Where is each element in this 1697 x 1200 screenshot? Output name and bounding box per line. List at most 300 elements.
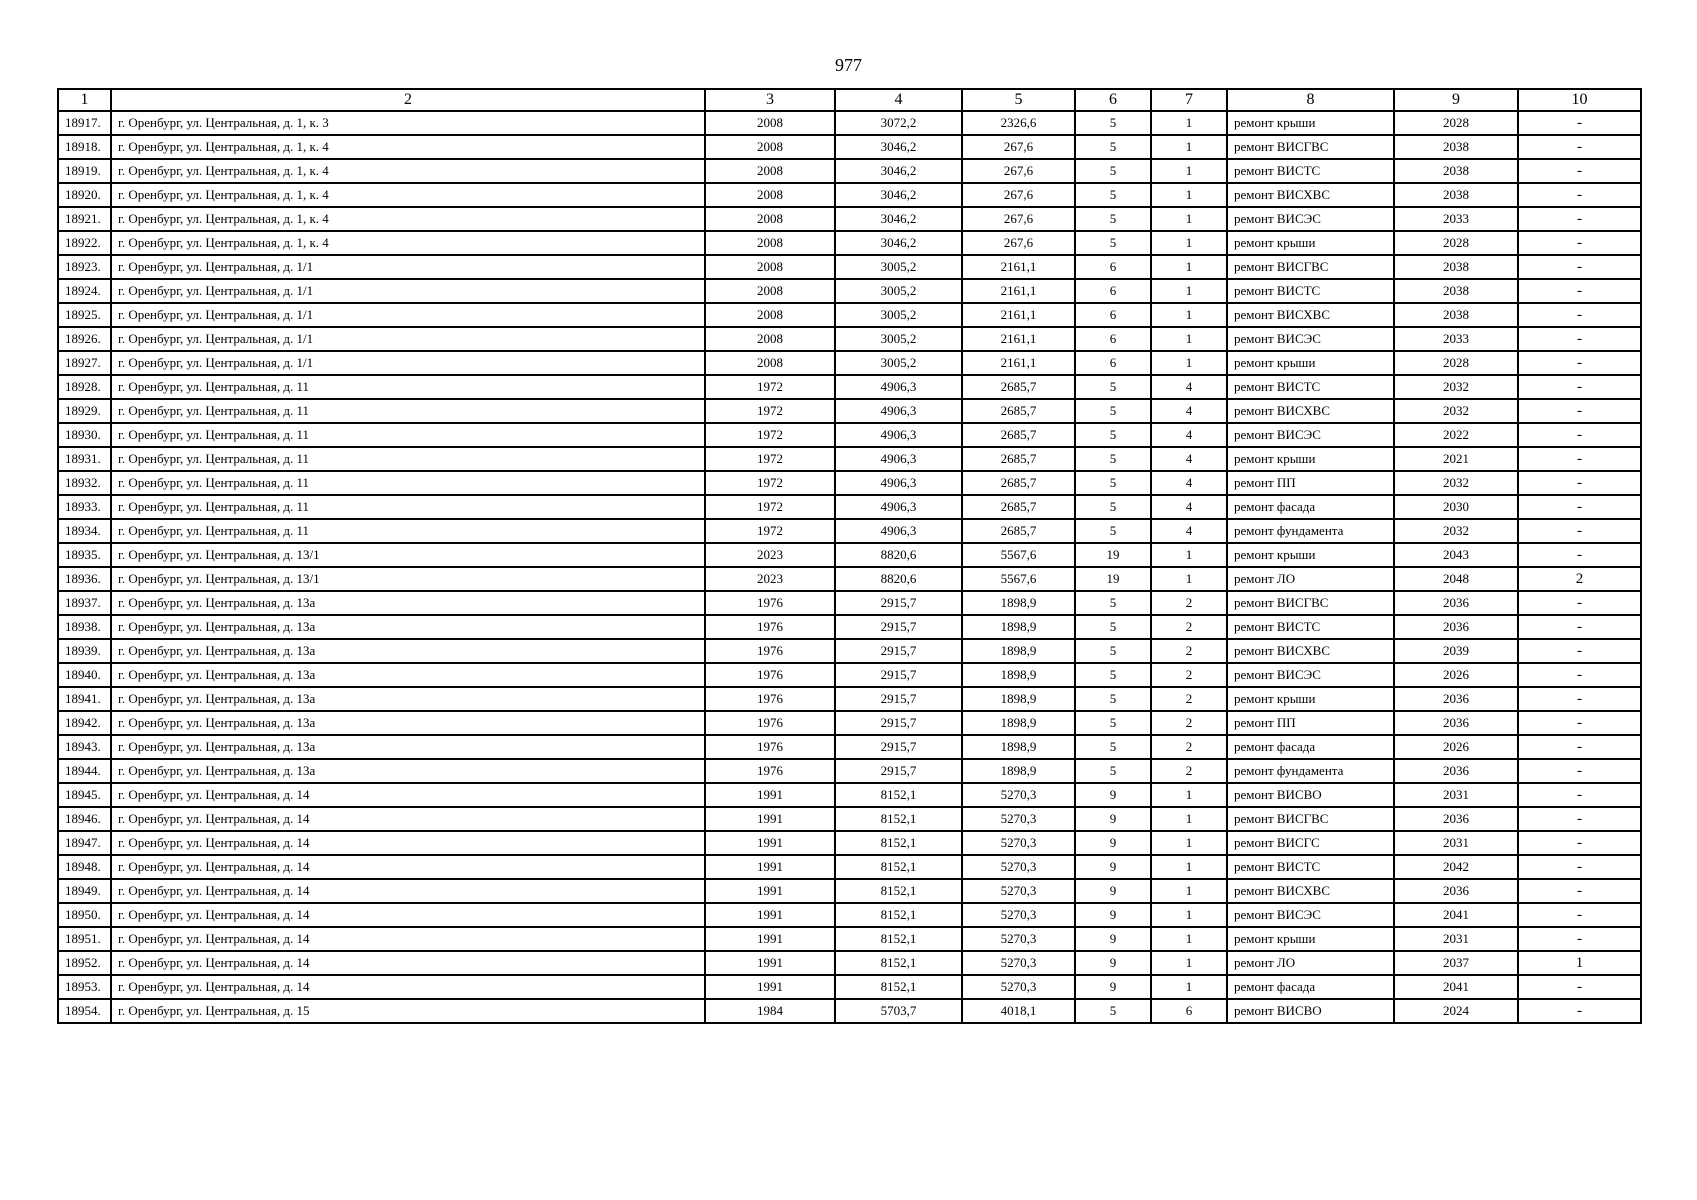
- cell-living-area: 5270,3: [962, 903, 1075, 927]
- cell-row-number: 18936.: [58, 567, 111, 591]
- cell-note: -: [1518, 831, 1641, 855]
- table-row: [58, 423, 1641, 447]
- cell-planned-year: 2039: [1394, 639, 1518, 663]
- cell-floors: 5: [1075, 639, 1151, 663]
- cell-planned-year: 2026: [1394, 663, 1518, 687]
- cell-total-area: 3005,2: [835, 327, 962, 351]
- cell-work-type: ремонт ВИСТС: [1227, 159, 1394, 183]
- cell-address: г. Оренбург, ул. Центральная, д. 11: [111, 423, 705, 447]
- cell-year-built: 2008: [705, 279, 835, 303]
- table-row: [58, 231, 1641, 255]
- cell-entrances: 1: [1151, 159, 1227, 183]
- cell-row-number: 18923.: [58, 255, 111, 279]
- cell-living-area: 5270,3: [962, 807, 1075, 831]
- cell-total-area: 3005,2: [835, 279, 962, 303]
- cell-total-area: 8820,6: [835, 567, 962, 591]
- table-row: [58, 183, 1641, 207]
- table-row: [58, 807, 1641, 831]
- cell-total-area: 5703,7: [835, 999, 962, 1023]
- cell-note: -: [1518, 807, 1641, 831]
- cell-living-area: 2685,7: [962, 471, 1075, 495]
- cell-work-type: ремонт ЛО: [1227, 567, 1394, 591]
- cell-floors: 6: [1075, 303, 1151, 327]
- cell-note: -: [1518, 927, 1641, 951]
- cell-planned-year: 2036: [1394, 711, 1518, 735]
- cell-floors: 5: [1075, 447, 1151, 471]
- cell-row-number: 18920.: [58, 183, 111, 207]
- cell-note: -: [1518, 159, 1641, 183]
- cell-total-area: 4906,3: [835, 447, 962, 471]
- cell-floors: 9: [1075, 975, 1151, 999]
- cell-living-area: 1898,9: [962, 639, 1075, 663]
- cell-work-type: ремонт ВИСГВС: [1227, 255, 1394, 279]
- cell-year-built: 1991: [705, 783, 835, 807]
- cell-address: г. Оренбург, ул. Центральная, д. 13а: [111, 615, 705, 639]
- table-header: [58, 89, 1641, 111]
- cell-address: г. Оренбург, ул. Центральная, д. 1, к. 4: [111, 207, 705, 231]
- cell-planned-year: 2024: [1394, 999, 1518, 1023]
- cell-planned-year: 2032: [1394, 519, 1518, 543]
- register-table: [57, 88, 1642, 1024]
- cell-living-area: 5567,6: [962, 567, 1075, 591]
- cell-living-area: 2326,6: [962, 111, 1075, 135]
- column-header-7: 7: [1151, 89, 1227, 111]
- cell-address: г. Оренбург, ул. Центральная, д. 1, к. 4: [111, 159, 705, 183]
- cell-floors: 5: [1075, 183, 1151, 207]
- cell-entrances: 1: [1151, 783, 1227, 807]
- table-row: [58, 999, 1641, 1023]
- cell-year-built: 2008: [705, 231, 835, 255]
- cell-planned-year: 2043: [1394, 543, 1518, 567]
- cell-living-area: 5270,3: [962, 951, 1075, 975]
- cell-floors: 6: [1075, 279, 1151, 303]
- cell-floors: 5: [1075, 423, 1151, 447]
- cell-address: г. Оренбург, ул. Центральная, д. 13а: [111, 735, 705, 759]
- cell-work-type: ремонт крыши: [1227, 351, 1394, 375]
- column-header-2: 2: [111, 89, 705, 111]
- cell-entrances: 1: [1151, 303, 1227, 327]
- cell-planned-year: 2037: [1394, 951, 1518, 975]
- cell-entrances: 2: [1151, 711, 1227, 735]
- table-row: [58, 855, 1641, 879]
- cell-planned-year: 2036: [1394, 687, 1518, 711]
- cell-note: -: [1518, 783, 1641, 807]
- cell-year-built: 1976: [705, 663, 835, 687]
- cell-year-built: 1976: [705, 615, 835, 639]
- cell-work-type: ремонт ВИСГВС: [1227, 807, 1394, 831]
- cell-work-type: ремонт ВИСТС: [1227, 375, 1394, 399]
- cell-row-number: 18934.: [58, 519, 111, 543]
- table-row: [58, 447, 1641, 471]
- cell-row-number: 18935.: [58, 543, 111, 567]
- cell-year-built: 1972: [705, 375, 835, 399]
- cell-total-area: 3046,2: [835, 207, 962, 231]
- cell-floors: 9: [1075, 951, 1151, 975]
- cell-row-number: 18931.: [58, 447, 111, 471]
- cell-living-area: 2685,7: [962, 423, 1075, 447]
- cell-floors: 5: [1075, 375, 1151, 399]
- table-row: [58, 207, 1641, 231]
- cell-planned-year: 2048: [1394, 567, 1518, 591]
- cell-note: -: [1518, 543, 1641, 567]
- cell-note: -: [1518, 903, 1641, 927]
- cell-row-number: 18943.: [58, 735, 111, 759]
- cell-address: г. Оренбург, ул. Центральная, д. 1, к. 4: [111, 135, 705, 159]
- cell-year-built: 1976: [705, 711, 835, 735]
- table-row: [58, 903, 1641, 927]
- cell-row-number: 18950.: [58, 903, 111, 927]
- cell-row-number: 18927.: [58, 351, 111, 375]
- cell-entrances: 2: [1151, 687, 1227, 711]
- cell-living-area: 2161,1: [962, 327, 1075, 351]
- table-body: [58, 111, 1641, 1023]
- cell-work-type: ремонт ВИСВО: [1227, 999, 1394, 1023]
- cell-year-built: 2008: [705, 327, 835, 351]
- table-row: [58, 519, 1641, 543]
- cell-floors: 9: [1075, 783, 1151, 807]
- cell-entrances: 1: [1151, 327, 1227, 351]
- table-row: [58, 879, 1641, 903]
- cell-year-built: 1991: [705, 903, 835, 927]
- table-row: [58, 471, 1641, 495]
- cell-entrances: 4: [1151, 519, 1227, 543]
- table-row: [58, 975, 1641, 999]
- cell-row-number: 18929.: [58, 399, 111, 423]
- table-row: [58, 735, 1641, 759]
- cell-note: -: [1518, 207, 1641, 231]
- cell-total-area: 4906,3: [835, 399, 962, 423]
- cell-floors: 6: [1075, 351, 1151, 375]
- column-header-8: 8: [1227, 89, 1394, 111]
- cell-note: 2: [1518, 567, 1641, 591]
- cell-floors: 5: [1075, 231, 1151, 255]
- cell-address: г. Оренбург, ул. Центральная, д. 1, к. 4: [111, 231, 705, 255]
- table-row: [58, 783, 1641, 807]
- cell-note: -: [1518, 135, 1641, 159]
- cell-entrances: 1: [1151, 879, 1227, 903]
- cell-note: -: [1518, 183, 1641, 207]
- cell-living-area: 267,6: [962, 183, 1075, 207]
- cell-row-number: 18928.: [58, 375, 111, 399]
- cell-work-type: ремонт фасада: [1227, 495, 1394, 519]
- cell-row-number: 18930.: [58, 423, 111, 447]
- cell-total-area: 8152,1: [835, 975, 962, 999]
- cell-year-built: 1991: [705, 951, 835, 975]
- cell-work-type: ремонт крыши: [1227, 543, 1394, 567]
- cell-row-number: 18949.: [58, 879, 111, 903]
- cell-planned-year: 2033: [1394, 327, 1518, 351]
- cell-entrances: 2: [1151, 639, 1227, 663]
- cell-work-type: ремонт ВИСГВС: [1227, 135, 1394, 159]
- cell-work-type: ремонт ВИСХВС: [1227, 303, 1394, 327]
- cell-living-area: 1898,9: [962, 615, 1075, 639]
- cell-year-built: 1991: [705, 807, 835, 831]
- cell-year-built: 2023: [705, 543, 835, 567]
- cell-address: г. Оренбург, ул. Центральная, д. 1, к. 3: [111, 111, 705, 135]
- cell-row-number: 18925.: [58, 303, 111, 327]
- cell-floors: 5: [1075, 519, 1151, 543]
- cell-row-number: 18944.: [58, 759, 111, 783]
- cell-note: -: [1518, 111, 1641, 135]
- table-row: [58, 303, 1641, 327]
- cell-living-area: 2161,1: [962, 255, 1075, 279]
- cell-row-number: 18952.: [58, 951, 111, 975]
- cell-floors: 5: [1075, 399, 1151, 423]
- cell-year-built: 1972: [705, 399, 835, 423]
- cell-row-number: 18918.: [58, 135, 111, 159]
- column-header-5: 5: [962, 89, 1075, 111]
- cell-work-type: ремонт ВИСГС: [1227, 831, 1394, 855]
- cell-note: -: [1518, 735, 1641, 759]
- cell-work-type: ремонт ВИСВО: [1227, 783, 1394, 807]
- table-row: [58, 327, 1641, 351]
- cell-address: г. Оренбург, ул. Центральная, д. 11: [111, 471, 705, 495]
- cell-floors: 5: [1075, 207, 1151, 231]
- cell-planned-year: 2028: [1394, 231, 1518, 255]
- table-row: [58, 255, 1641, 279]
- cell-planned-year: 2031: [1394, 831, 1518, 855]
- cell-work-type: ремонт ПП: [1227, 711, 1394, 735]
- cell-living-area: 267,6: [962, 207, 1075, 231]
- cell-entrances: 4: [1151, 495, 1227, 519]
- cell-address: г. Оренбург, ул. Центральная, д. 1/1: [111, 327, 705, 351]
- cell-entrances: 2: [1151, 615, 1227, 639]
- cell-year-built: 1991: [705, 855, 835, 879]
- table-row: [58, 591, 1641, 615]
- table-row: [58, 687, 1641, 711]
- cell-floors: 5: [1075, 687, 1151, 711]
- cell-year-built: 1976: [705, 687, 835, 711]
- cell-floors: 19: [1075, 567, 1151, 591]
- cell-living-area: 267,6: [962, 231, 1075, 255]
- cell-entrances: 2: [1151, 735, 1227, 759]
- cell-work-type: ремонт крыши: [1227, 687, 1394, 711]
- cell-entrances: 1: [1151, 135, 1227, 159]
- cell-year-built: 1972: [705, 495, 835, 519]
- cell-address: г. Оренбург, ул. Центральная, д. 13а: [111, 591, 705, 615]
- table-row: [58, 951, 1641, 975]
- header-row: [58, 89, 1641, 111]
- cell-living-area: 2685,7: [962, 447, 1075, 471]
- cell-living-area: 2685,7: [962, 495, 1075, 519]
- cell-row-number: 18940.: [58, 663, 111, 687]
- cell-row-number: 18951.: [58, 927, 111, 951]
- cell-planned-year: 2036: [1394, 615, 1518, 639]
- cell-total-area: 8152,1: [835, 951, 962, 975]
- cell-living-area: 1898,9: [962, 759, 1075, 783]
- table-row: [58, 615, 1641, 639]
- cell-row-number: 18942.: [58, 711, 111, 735]
- cell-year-built: 2008: [705, 351, 835, 375]
- cell-total-area: 8820,6: [835, 543, 962, 567]
- cell-entrances: 4: [1151, 375, 1227, 399]
- cell-row-number: 18939.: [58, 639, 111, 663]
- cell-floors: 5: [1075, 159, 1151, 183]
- cell-year-built: 1972: [705, 519, 835, 543]
- cell-floors: 9: [1075, 855, 1151, 879]
- cell-living-area: 1898,9: [962, 711, 1075, 735]
- cell-year-built: 1991: [705, 879, 835, 903]
- cell-address: г. Оренбург, ул. Центральная, д. 1/1: [111, 303, 705, 327]
- cell-floors: 6: [1075, 255, 1151, 279]
- cell-work-type: ремонт ВИСТС: [1227, 279, 1394, 303]
- cell-note: -: [1518, 327, 1641, 351]
- cell-note: -: [1518, 303, 1641, 327]
- cell-floors: 5: [1075, 615, 1151, 639]
- cell-address: г. Оренбург, ул. Центральная, д. 11: [111, 375, 705, 399]
- table-row: [58, 399, 1641, 423]
- cell-planned-year: 2032: [1394, 399, 1518, 423]
- cell-total-area: 8152,1: [835, 903, 962, 927]
- cell-living-area: 5567,6: [962, 543, 1075, 567]
- cell-floors: 5: [1075, 471, 1151, 495]
- table-row: [58, 111, 1641, 135]
- cell-row-number: 18926.: [58, 327, 111, 351]
- cell-living-area: 5270,3: [962, 927, 1075, 951]
- cell-living-area: 5270,3: [962, 783, 1075, 807]
- cell-total-area: 8152,1: [835, 879, 962, 903]
- column-header-10: 10: [1518, 89, 1641, 111]
- cell-address: г. Оренбург, ул. Центральная, д. 15: [111, 999, 705, 1023]
- cell-work-type: ремонт фасада: [1227, 975, 1394, 999]
- cell-row-number: 18932.: [58, 471, 111, 495]
- cell-planned-year: 2036: [1394, 591, 1518, 615]
- cell-row-number: 18917.: [58, 111, 111, 135]
- cell-planned-year: 2022: [1394, 423, 1518, 447]
- cell-year-built: 1984: [705, 999, 835, 1023]
- cell-work-type: ремонт ПП: [1227, 471, 1394, 495]
- table-row: [58, 495, 1641, 519]
- cell-work-type: ремонт крыши: [1227, 927, 1394, 951]
- cell-total-area: 2915,7: [835, 687, 962, 711]
- cell-entrances: 2: [1151, 759, 1227, 783]
- cell-living-area: 2161,1: [962, 351, 1075, 375]
- cell-year-built: 2008: [705, 183, 835, 207]
- cell-planned-year: 2041: [1394, 975, 1518, 999]
- cell-address: г. Оренбург, ул. Центральная, д. 13/1: [111, 567, 705, 591]
- cell-floors: 9: [1075, 927, 1151, 951]
- cell-address: г. Оренбург, ул. Центральная, д. 14: [111, 855, 705, 879]
- cell-entrances: 1: [1151, 231, 1227, 255]
- cell-year-built: 2008: [705, 207, 835, 231]
- cell-total-area: 8152,1: [835, 855, 962, 879]
- cell-entrances: 1: [1151, 807, 1227, 831]
- cell-note: -: [1518, 375, 1641, 399]
- cell-planned-year: 2028: [1394, 351, 1518, 375]
- cell-year-built: 1991: [705, 927, 835, 951]
- table-row: [58, 639, 1641, 663]
- cell-planned-year: 2031: [1394, 927, 1518, 951]
- cell-living-area: 1898,9: [962, 591, 1075, 615]
- cell-planned-year: 2038: [1394, 303, 1518, 327]
- table-row: [58, 663, 1641, 687]
- cell-work-type: ремонт ВИСХВС: [1227, 399, 1394, 423]
- cell-work-type: ремонт ВИСЭС: [1227, 423, 1394, 447]
- cell-note: -: [1518, 999, 1641, 1023]
- page-number: 977: [835, 55, 862, 75]
- cell-floors: 9: [1075, 903, 1151, 927]
- cell-note: -: [1518, 471, 1641, 495]
- cell-floors: 5: [1075, 711, 1151, 735]
- cell-entrances: 1: [1151, 975, 1227, 999]
- cell-entrances: 1: [1151, 111, 1227, 135]
- cell-row-number: 18941.: [58, 687, 111, 711]
- cell-address: г. Оренбург, ул. Центральная, д. 13/1: [111, 543, 705, 567]
- cell-work-type: ремонт ВИСГВС: [1227, 591, 1394, 615]
- table-row: [58, 927, 1641, 951]
- cell-address: г. Оренбург, ул. Центральная, д. 13а: [111, 687, 705, 711]
- cell-year-built: 1991: [705, 831, 835, 855]
- cell-address: г. Оренбург, ул. Центральная, д. 1/1: [111, 255, 705, 279]
- cell-living-area: 1898,9: [962, 663, 1075, 687]
- cell-entrances: 4: [1151, 447, 1227, 471]
- cell-year-built: 1972: [705, 423, 835, 447]
- cell-row-number: 18948.: [58, 855, 111, 879]
- cell-address: г. Оренбург, ул. Центральная, д. 14: [111, 975, 705, 999]
- cell-floors: 5: [1075, 591, 1151, 615]
- column-header-3: 3: [705, 89, 835, 111]
- cell-address: г. Оренбург, ул. Центральная, д. 14: [111, 807, 705, 831]
- cell-row-number: 18938.: [58, 615, 111, 639]
- cell-floors: 5: [1075, 735, 1151, 759]
- cell-total-area: 2915,7: [835, 615, 962, 639]
- cell-total-area: 3046,2: [835, 135, 962, 159]
- cell-entrances: 1: [1151, 207, 1227, 231]
- cell-living-area: 5270,3: [962, 975, 1075, 999]
- cell-planned-year: 2036: [1394, 807, 1518, 831]
- cell-planned-year: 2021: [1394, 447, 1518, 471]
- cell-total-area: 4906,3: [835, 375, 962, 399]
- cell-total-area: 8152,1: [835, 927, 962, 951]
- cell-entrances: 1: [1151, 183, 1227, 207]
- cell-planned-year: 2032: [1394, 375, 1518, 399]
- cell-total-area: 4906,3: [835, 423, 962, 447]
- cell-entrances: 1: [1151, 903, 1227, 927]
- cell-living-area: 5270,3: [962, 879, 1075, 903]
- cell-floors: 5: [1075, 999, 1151, 1023]
- cell-floors: 6: [1075, 327, 1151, 351]
- cell-note: 1: [1518, 951, 1641, 975]
- cell-row-number: 18954.: [58, 999, 111, 1023]
- cell-total-area: 3046,2: [835, 231, 962, 255]
- cell-total-area: 3005,2: [835, 255, 962, 279]
- cell-entrances: 1: [1151, 567, 1227, 591]
- cell-total-area: 3005,2: [835, 351, 962, 375]
- cell-total-area: 4906,3: [835, 495, 962, 519]
- cell-planned-year: 2030: [1394, 495, 1518, 519]
- cell-year-built: 1976: [705, 735, 835, 759]
- cell-planned-year: 2041: [1394, 903, 1518, 927]
- cell-living-area: 2685,7: [962, 519, 1075, 543]
- cell-address: г. Оренбург, ул. Центральная, д. 14: [111, 831, 705, 855]
- cell-row-number: 18921.: [58, 207, 111, 231]
- cell-living-area: 1898,9: [962, 735, 1075, 759]
- cell-note: -: [1518, 255, 1641, 279]
- cell-work-type: ремонт ВИСХВС: [1227, 639, 1394, 663]
- cell-work-type: ремонт фундамента: [1227, 519, 1394, 543]
- cell-year-built: 1972: [705, 471, 835, 495]
- cell-entrances: 1: [1151, 927, 1227, 951]
- cell-address: г. Оренбург, ул. Центральная, д. 11: [111, 495, 705, 519]
- cell-floors: 5: [1075, 135, 1151, 159]
- cell-floors: 19: [1075, 543, 1151, 567]
- cell-entrances: 1: [1151, 279, 1227, 303]
- cell-note: -: [1518, 423, 1641, 447]
- cell-total-area: 4906,3: [835, 519, 962, 543]
- cell-row-number: 18945.: [58, 783, 111, 807]
- cell-entrances: 1: [1151, 255, 1227, 279]
- cell-floors: 5: [1075, 663, 1151, 687]
